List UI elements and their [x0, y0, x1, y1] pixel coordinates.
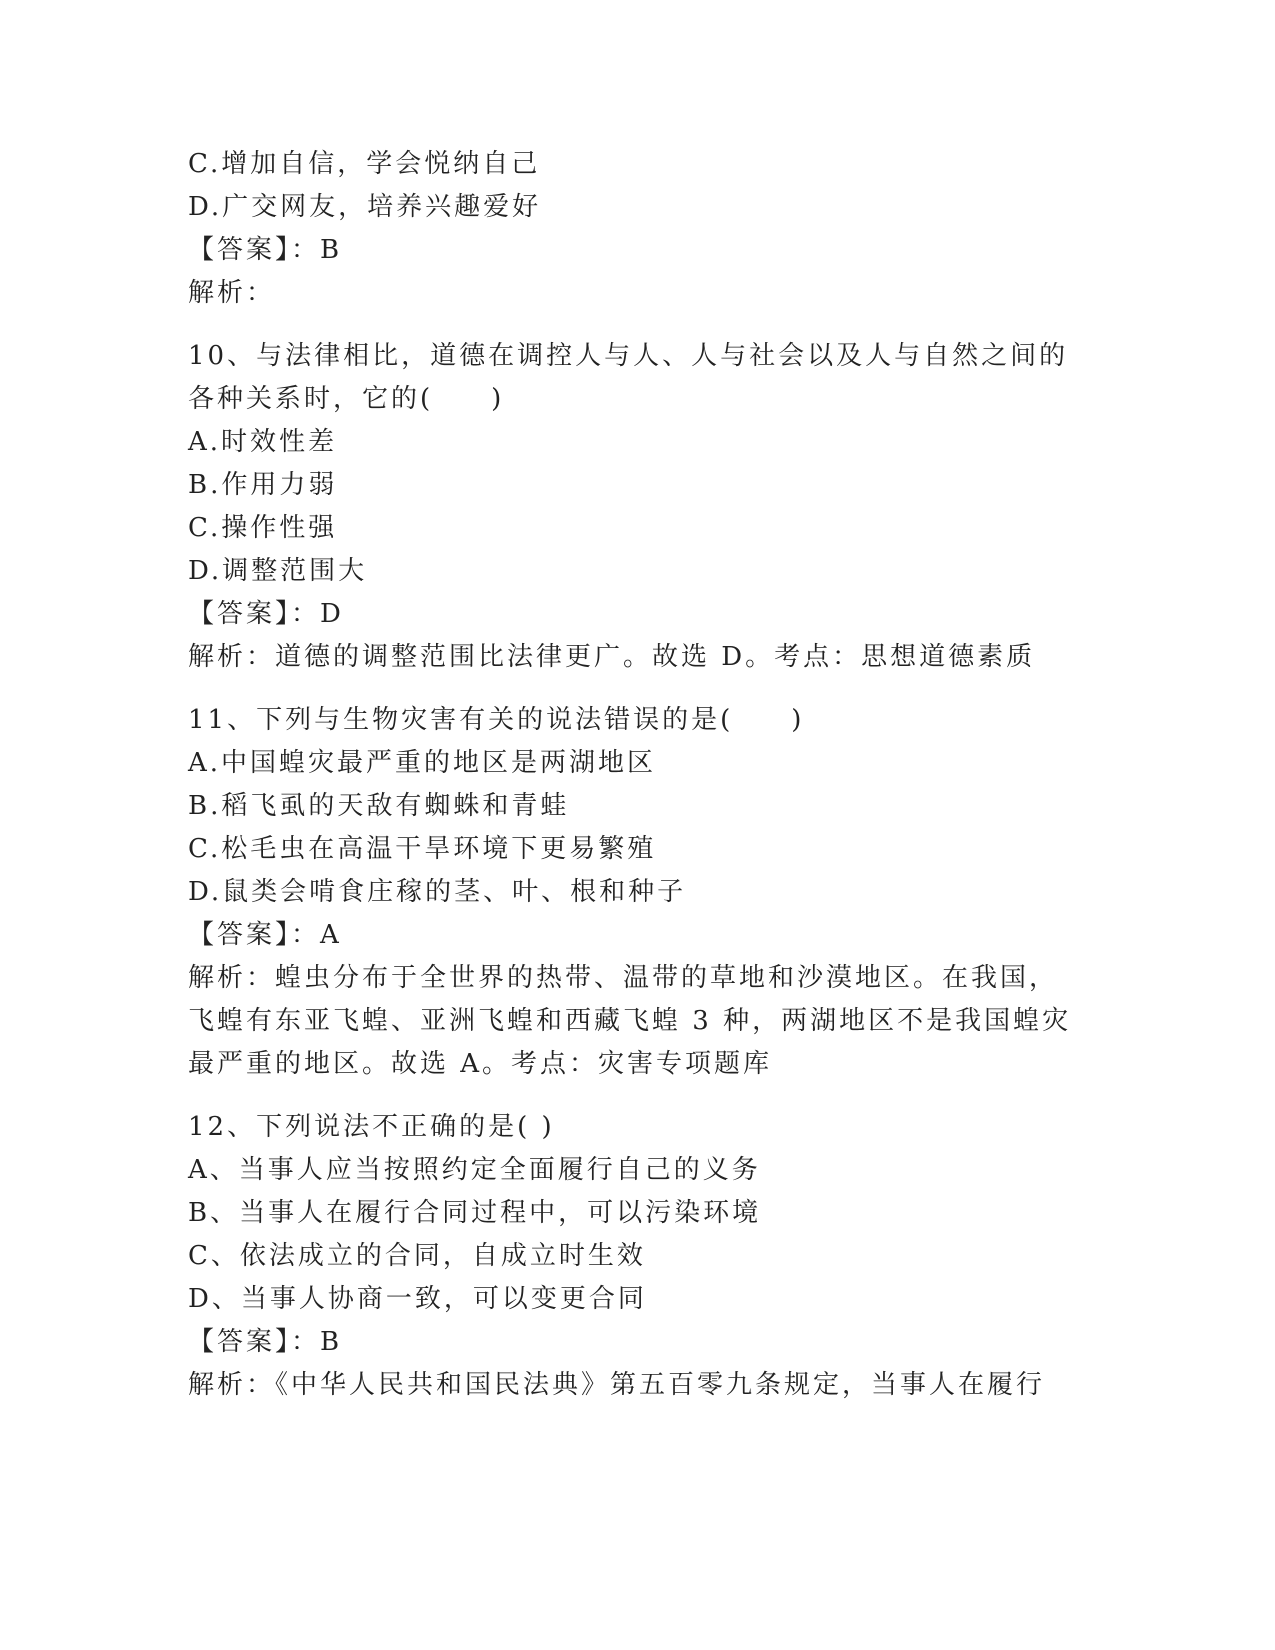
- q10-analysis: 解析：道德的调整范围比法律更广。故选 D。考点：思想道德素质: [188, 642, 1036, 672]
- q11-analysis-line1: 解析：蝗虫分布于全世界的热带、温带的草地和沙漠地区。在我国，: [188, 963, 1059, 993]
- q11-stem: 11、下列与生物灾害有关的说法错误的是( ): [188, 705, 805, 735]
- q12-stem: 12、下列说法不正确的是( ): [188, 1112, 555, 1142]
- q12-answer: 【答案】：B: [188, 1327, 343, 1357]
- document-content: [188, 143, 1072, 1407]
- spacer: [188, 1086, 1068, 1106]
- spacer: [188, 315, 1068, 335]
- q11-analysis-line2: 飞蝗有东亚飞蝗、亚洲飞蝗和西藏飞蝗 3 种，两湖地区不是我国蝗灾: [188, 1006, 1072, 1036]
- q11-analysis-line3: 最严重的地区。故选 A。考点：灾害专项题库: [188, 1049, 773, 1079]
- q11-option-d: D.鼠类会啃食庄稼的茎、叶、根和种子: [188, 877, 687, 907]
- q11-option-b: B.稻飞虱的天敌有蜘蛛和青蛙: [188, 791, 570, 821]
- q10-option-d: D.调整范围大: [188, 556, 368, 586]
- q10-option-a: A.时效性差: [188, 427, 338, 457]
- q10-stem-line1: 10、与法律相比，道德在调控人与人、人与社会以及人与自然之间的: [188, 341, 1069, 371]
- q11-answer: 【答案】：A: [188, 920, 342, 950]
- q10-option-b: B.作用力弱: [188, 470, 338, 500]
- q10-answer: 【答案】：D: [188, 599, 344, 629]
- q9-option-d: D.广交网友，培养兴趣爱好: [188, 192, 542, 222]
- q12-analysis-line1: 解析：《中华人民共和国民法典》第五百零九条规定，当事人在履行: [188, 1370, 1046, 1400]
- q11-option-c: C.松毛虫在高温干旱环境下更易繁殖: [188, 834, 657, 864]
- q10-option-c: C.操作性强: [188, 513, 338, 543]
- q9-option-c: C.增加自信，学会悦纳自己: [188, 149, 541, 179]
- q12-option-d: D、当事人协商一致，可以变更合同: [188, 1284, 647, 1314]
- q10-stem-line2: 各种关系时，它的( ): [188, 384, 505, 414]
- spacer: [188, 679, 1068, 699]
- q9-analysis: 解析：: [188, 278, 276, 308]
- q12-option-c: C、依法成立的合同，自成立时生效: [188, 1241, 646, 1271]
- q9-answer: 【答案】：B: [188, 235, 343, 265]
- q11-option-a: A.中国蝗灾最严重的地区是两湖地区: [188, 748, 657, 778]
- q12-option-a: A、当事人应当按照约定全面履行自己的义务: [188, 1155, 761, 1185]
- q12-option-b: B、当事人在履行合同过程中，可以污染环境: [188, 1198, 762, 1228]
